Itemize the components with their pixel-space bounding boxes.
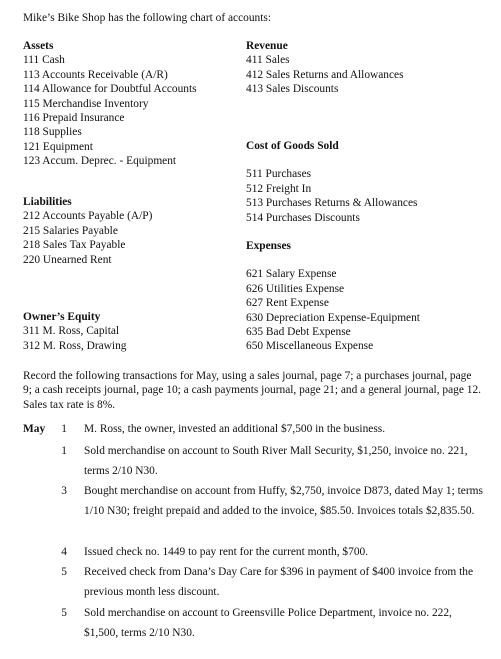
account-item: 411 Sales [246, 54, 290, 67]
account-item: 121 Equipment [23, 140, 93, 153]
owners-equity-section [23, 310, 126, 353]
account-item: 635 Bad Debt Expense [246, 326, 351, 339]
expenses-section [246, 239, 420, 354]
account-item: 115 Merchandise Inventory [23, 97, 149, 110]
transaction-row [23, 606, 493, 646]
transaction-row [23, 444, 493, 484]
intro-text: Mike’s Bike Shop has the following chart of accounts: [23, 12, 272, 24]
owners-equity-heading: Owner’s Equity [23, 311, 101, 323]
account-item: 220 Unearned Rent [23, 253, 112, 266]
revenue-section [246, 39, 404, 97]
account-item: 212 Accounts Payable (A/P) [23, 210, 153, 223]
assets-section [23, 39, 197, 169]
transactions-list [23, 422, 493, 646]
transaction-text: M. Ross, the owner, invested an additional $7,500 in the business. [84, 423, 386, 435]
transaction-day: 5 [61, 607, 67, 619]
cogs-section [246, 139, 417, 225]
transaction-text: Issued check no. 1449 to pay rent for the current month, $700. [84, 546, 369, 558]
account-item: 118 Supplies [23, 126, 82, 139]
transaction-row [23, 484, 493, 545]
transaction-day: 3 [61, 485, 67, 497]
transaction-month: May [23, 423, 46, 435]
liabilities-heading: Liabilities [23, 196, 72, 208]
liabilities-section [23, 195, 152, 267]
account-item: 650 Miscellaneous Expense [246, 340, 374, 353]
transaction-day: 4 [61, 546, 67, 558]
account-item: 513 Purchases Returns & Allowances [246, 197, 418, 210]
transaction-text: Bought merchandise on account from Huffy, $2,750, invoice D873, dated May 1; terms 1/10 N30; freight prepaid and added to the invoice, $85.50. Invoices totals $2,835.50. [84, 485, 483, 517]
revenue-heading: Revenue [246, 40, 288, 52]
transaction-day: 1 [61, 445, 67, 457]
expenses-heading: Expenses [246, 240, 291, 252]
account-item: 111 Cash [23, 54, 65, 67]
account-item: 627 Rent Expense [246, 297, 329, 310]
account-item: 114 Allowance for Doubtful Accounts [23, 83, 197, 96]
transaction-text: Sold merchandise on account to Greensville Police Department, invoice no. 222, $1,500, terms 2/10 N30. [84, 607, 452, 639]
account-item: 218 Sales Tax Payable [23, 239, 126, 252]
transaction-text: Received check from Dana’s Day Care for $396 in payment of $400 invoice from the previous month less discount. [84, 566, 474, 598]
account-item: 113 Accounts Receivable (A/R) [23, 68, 168, 81]
account-item: 514 Purchases Discounts [246, 211, 360, 224]
account-item: 630 Depreciation Expense-Equipment [246, 311, 420, 324]
assets-heading: Assets [23, 40, 54, 52]
transaction-row [23, 565, 493, 606]
account-item: 116 Prepaid Insurance [23, 112, 125, 125]
cogs-heading: Cost of Goods Sold [246, 140, 339, 152]
account-item: 413 Sales Discounts [246, 83, 339, 96]
account-item: 512 Freight In [246, 182, 312, 195]
transaction-day: 5 [61, 566, 67, 578]
transaction-day: 1 [61, 423, 67, 435]
account-item: 626 Utilities Expense [246, 282, 345, 295]
account-item: 311 M. Ross, Capital [23, 325, 120, 338]
account-item: 215 Salaries Payable [23, 224, 118, 237]
instructions-paragraph: Record the following transactions for May, using a sales journal, page 7; a purchases journal, page 9; a cash receipts journal, page 10; a cash payments journal, page 21; and a general journal, page 12. Sales tax rate is 8%. [23, 370, 481, 411]
account-item: 511 Purchases [246, 168, 312, 181]
account-item: 621 Salary Expense [246, 268, 337, 281]
account-item: 412 Sales Returns and Allowances [246, 68, 404, 81]
account-item: 123 Accum. Deprec. - Equipment [23, 155, 177, 168]
transaction-text: Sold merchandise on account to South River Mall Security, $1,250, invoice no. 221, terms 2/10 N30. [84, 445, 468, 477]
account-item: 312 M. Ross, Drawing [23, 339, 127, 352]
